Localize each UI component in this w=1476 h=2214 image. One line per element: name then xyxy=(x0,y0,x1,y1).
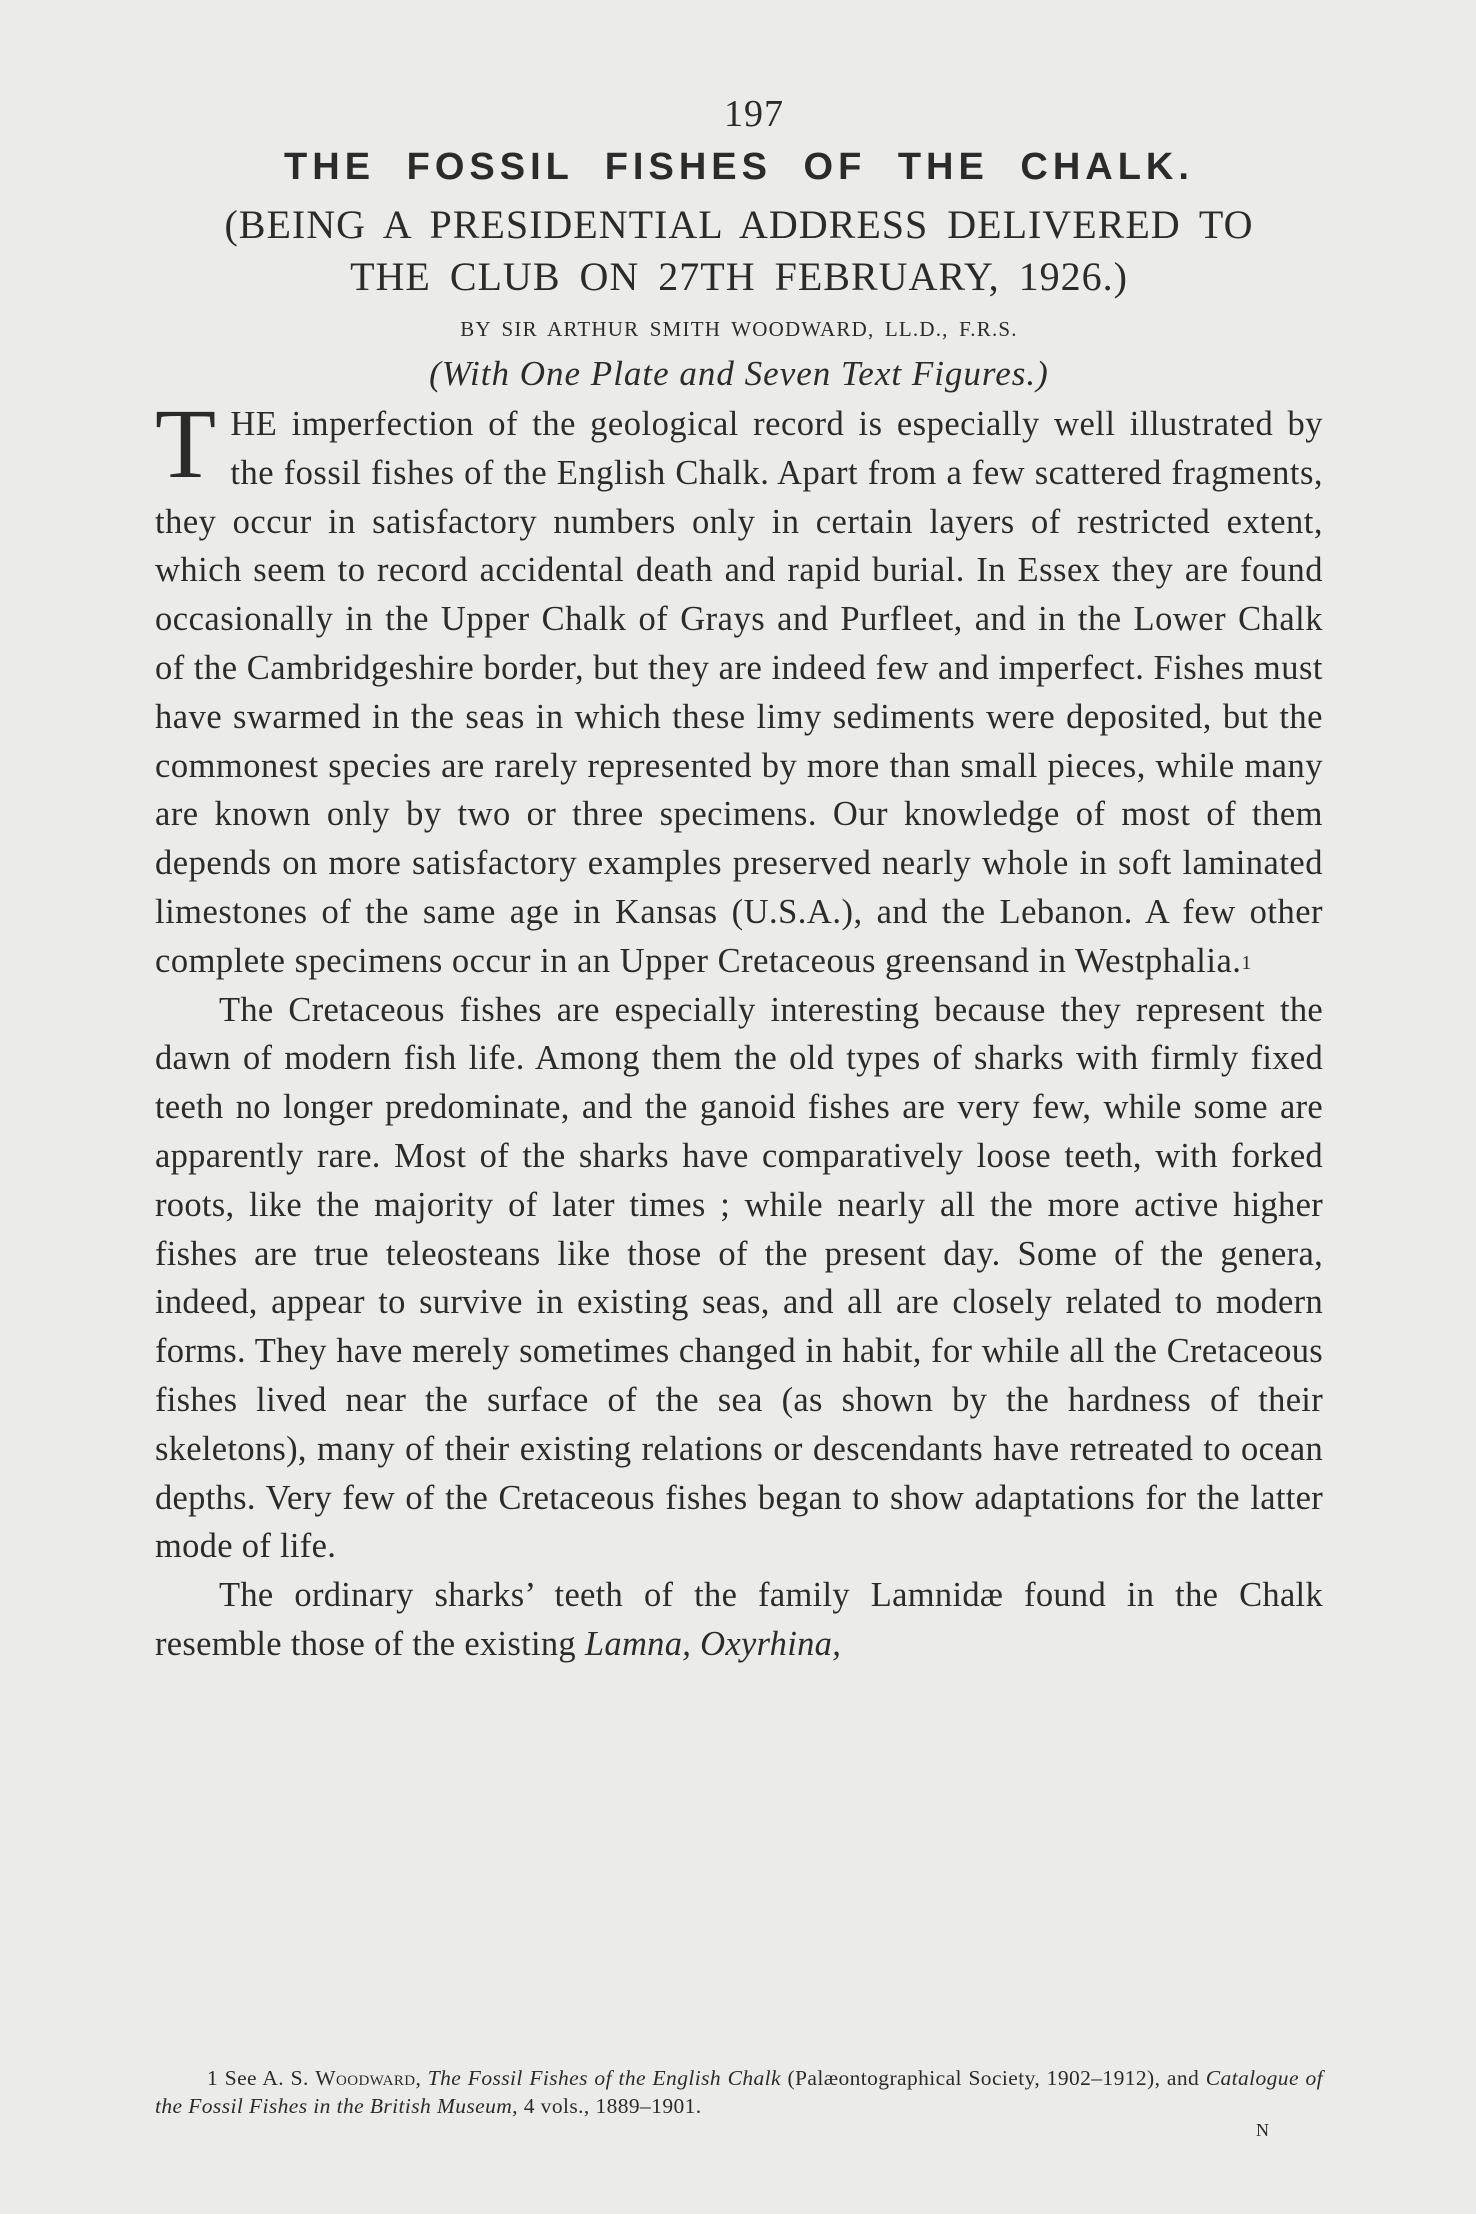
genus-lamna: Lamna, xyxy=(584,1624,692,1663)
plates-note: (With One Plate and Seven Text Figures.) xyxy=(429,354,1049,393)
subtitle-line-2: THE CLUB ON 27TH FEBRUARY, 1926.) xyxy=(350,254,1128,299)
paragraph-2: The Cretaceous fishes are especially interesting because they represent the dawn of modern fish life. Among them the old types of sharks with firmly fixed teeth no longer predominate, and the ganoid fishes are very few, while some are apparently rare. Most of the sharks have comparatively loose teeth, with forked roots, like the majority of later times ; while nearly all the more active higher fishes are true teleosteans like those of the present day. Some of the genera, indeed, appear to survive in existing seas, and all are closely related to modern forms. They have merely sometimes changed in habit, for while all the Cretaceous fishes lived near the surface of the sea (as shown by the hardness of their skeletons), many of their existing relations or descendants have retreated to ocean depths. Very few of the Cretaceous fishes began to show adaptations for the latter mode of life. xyxy=(155,990,1323,1566)
article-title: THE FOSSIL FISHES OF THE CHALK. xyxy=(284,146,1194,188)
footnote-marker: 1 xyxy=(1241,951,1252,974)
footnote-see: See A. S. xyxy=(224,2066,309,2090)
genus-oxyrhina: Oxyrhina, xyxy=(700,1624,842,1663)
footnote-publisher: (Palæontographical Society, 1902–1912), and xyxy=(787,2066,1200,2090)
footnote-author: Woodward, xyxy=(315,2066,422,2090)
page-number: 197 xyxy=(724,93,784,135)
paragraph-1 xyxy=(155,400,1323,986)
footnote xyxy=(155,2064,1323,2120)
paragraph-3-text: The ordinary sharks’ teeth of the family Lamnidæ found in the Chalk resemble those of the existing xyxy=(155,1576,1323,1663)
footnote-work-2: Catalogue of the Fossil Fishes in the British Museum, xyxy=(155,2066,1323,2118)
subtitle-line-1: (BEING A PRESIDENTIAL ADDRESS DELIVERED TO xyxy=(224,202,1254,247)
paragraph-3 xyxy=(155,1571,1323,1669)
article-subtitle xyxy=(155,199,1323,303)
footnote-work-1: The Fossil Fishes of the English Chalk xyxy=(427,2066,781,2090)
footnote-number: 1 xyxy=(207,2066,219,2090)
footnote-tail: 4 vols., 1889–1901. xyxy=(523,2094,702,2118)
page-body xyxy=(155,92,1323,1669)
author-byline: BY SIR ARTHUR SMITH WOODWARD, LL.D., F.R.S. xyxy=(460,317,1018,341)
paragraph-1-text: HE imperfection of the geological record is especially well illustrated by the fossil fishes of the English Chalk. Apart from a few scattered fragments, they occur in satisfactory numbers only in certain layers of restricted extent, which seem to record accidental death and rapid burial. In Essex they are found occasionally in the Upper Chalk of Grays and Purfleet, and in the Lower Chalk of the Cambridgeshire border, but they are indeed few and imperfect. Fishes must have swarmed in the seas in which these limy sediments were deposited, but the commonest species are rarely represented by more than small pieces, while many are known only by two or three specimens. Our knowledge of most of them depends on more satisfactory examples preserved nearly whole in soft laminated limestones of the same age in Kansas (U.S.A.), and the Lebanon. A few other complete specimens occur in an Upper Cretaceous greensand in Westphalia. xyxy=(155,405,1323,980)
signature-mark: N xyxy=(1256,2120,1270,2140)
drop-cap: T xyxy=(155,400,217,499)
